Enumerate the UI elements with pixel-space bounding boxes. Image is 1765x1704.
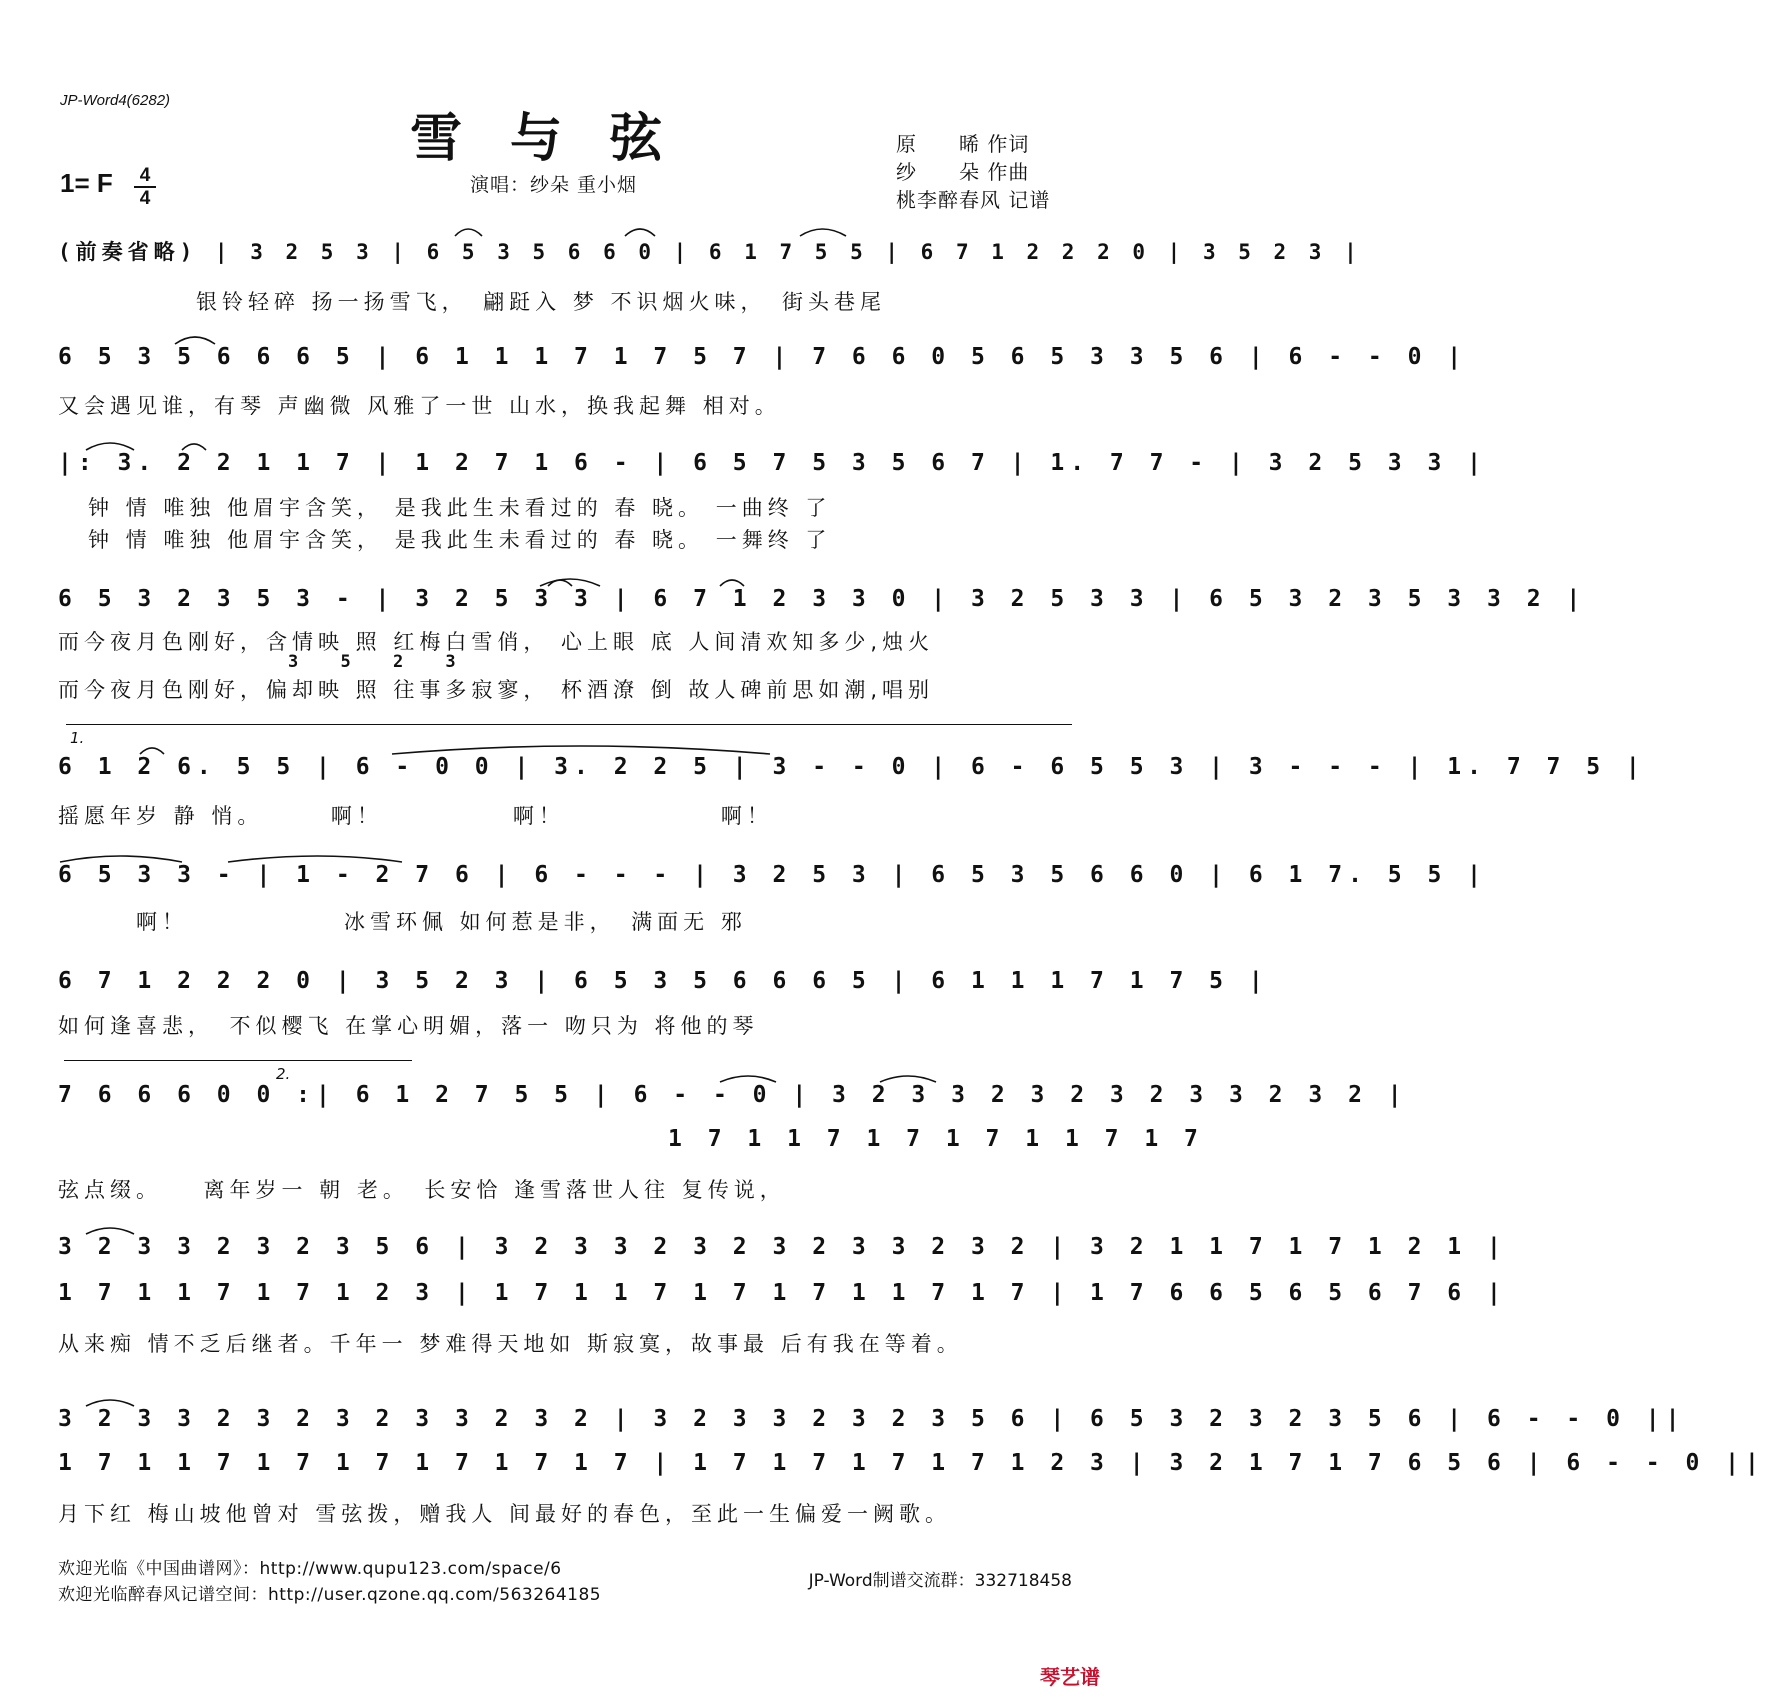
- ending-label: 1.: [70, 729, 85, 747]
- alt-notes: 3 5 2 3: [288, 652, 472, 672]
- meter-bottom: 4: [139, 188, 151, 209]
- harmony-notes: 1 7 1 1 7 1 7 1 2 3 | 1 7 1 1 7 1 7 1 7 1 1 7 1 7 | 1 7 6 6 5 6 5 6 7 6 |: [58, 1280, 1507, 1306]
- footer-link-2: 欢迎光临醉春风记谱空间：http://user.qzone.qq.com/563264185: [58, 1585, 602, 1605]
- first-ending-bracket: [66, 724, 1072, 747]
- key-signature: 1= F: [60, 168, 113, 198]
- software-version: JP-Word4(6282): [60, 92, 171, 109]
- row-lyrics: 银铃轻碎 扬一扬雪飞， 翩跹入 梦 不识烟火味， 街头巷尾: [196, 290, 887, 314]
- row-notes: (前奏省略) | 3 2 5 3 | 6 5 3 5 6 6 0 | 6 1 7 5 5 | 6 7 1 2 2 2 0 | 3 5 2 3 |: [58, 240, 1362, 264]
- ending-label: 2.: [276, 1065, 291, 1083]
- row-notes: |: 3. 2 2 1 1 7 | 1 2 7 1 6 - | 6 5 7 5 3 5 6 7 | 1. 7 7 - | 3 2 5 3 3 |: [58, 450, 1487, 476]
- row-notes: 7 6 6 6 0 0 :| 6 1 2 7 5 5 | 6 - - 0 | 3 2 3 3 2 3 2 3 2 3 3 2 3 2 |: [58, 1082, 1408, 1108]
- row-notes: 6 1 2 6. 5 5 | 6 - 0 0 | 3. 2 2 5 | 3 - - 0 | 6 - 6 5 5 3 | 3 - - - | 1. 7 7 5 |: [58, 754, 1646, 780]
- footer-group: JP-Word制谱交流群：332718458: [808, 1571, 1072, 1591]
- row-lyrics: 月下红 梅山坡他曾对 雪弦拨，赠我人 间最好的春色，至此一生偏爱一阙歌。: [58, 1502, 952, 1526]
- row-lyrics-verse-2: 而今夜月色刚好，偏却映 照 往事多寂寥， 杯酒潦 倒 故人碑前思如潮,唱别: [58, 678, 935, 702]
- harmony-notes: 1 7 1 1 7 1 7 1 7 1 1 7 1 7: [668, 1126, 1204, 1152]
- meter-top: 4: [139, 165, 151, 186]
- row-lyrics: 从来痴 情不乏后继者。千年一 梦难得天地如 斯寂寞，故事最 后有我在等着。: [58, 1332, 963, 1356]
- row-notes: 6 7 1 2 2 2 0 | 3 5 2 3 | 6 5 3 5 6 6 6 5 | 6 1 1 1 7 1 7 5 |: [58, 968, 1269, 994]
- row-notes: 6 5 3 5 6 6 6 5 | 6 1 1 1 7 1 7 5 7 | 7 6 6 0 5 6 5 3 3 5 6 | 6 - - 0 |: [58, 344, 1468, 370]
- first-ending-line: [64, 1060, 272, 1061]
- singer-credit: 演唱：纱朵 重小烟: [470, 174, 638, 196]
- row-lyrics: 摇愿年岁 静 悄。 啊！ 啊！ 啊！: [58, 804, 773, 828]
- row-lyrics: 弦点缀。 离年岁一 朝 老。 长安恰 逢雪落世人往 复传说，: [58, 1178, 786, 1202]
- composer-credit: 纱 朵 作曲: [896, 160, 1030, 184]
- second-ending-bracket: [272, 1060, 412, 1083]
- site-logo: 琴艺谱: [1040, 1667, 1100, 1689]
- row-notes: 3 2 3 3 2 3 2 3 5 6 | 3 2 3 3 2 3 2 3 2 3 3 2 3 2 | 3 2 1 1 7 1 7 1 2 1 |: [58, 1234, 1507, 1260]
- row-notes: 6 5 3 2 3 5 3 - | 3 2 5 3 3 | 6 7 1 2 3 3 0 | 3 2 5 3 3 | 6 5 3 2 3 5 3 3 2 |: [58, 586, 1587, 612]
- song-title: 雪与弦: [409, 108, 710, 169]
- lyricist-credit: 原 晞 作词: [896, 132, 1030, 156]
- transcriber-credit: 桃李醉春风 记谱: [896, 188, 1051, 212]
- footer-link-1: 欢迎光临《中国曲谱网》：http://www.qupu123.com/space/6: [58, 1559, 562, 1579]
- row-notes: 6 5 3 3 - | 1 - 2 7 6 | 6 - - - | 3 2 5 3 | 6 5 3 5 6 6 0 | 6 1 7. 5 5 |: [58, 862, 1487, 888]
- harmony-notes: 1 7 1 1 7 1 7 1 7 1 7 1 7 1 7 | 1 7 1 7 1 7 1 7 1 2 3 | 3 2 1 7 1 7 6 5 6 | 6 - - 0 ||: [58, 1450, 1765, 1476]
- row-lyrics-verse-1: 而今夜月色刚好，含情映 照 红梅白雪俏， 心上眼 底 人间清欢知多少,烛火: [58, 630, 935, 654]
- row-lyrics: 如何逢喜悲， 不似樱飞 在掌心明媚，落一 吻只为 将他的琴: [58, 1014, 759, 1038]
- row-lyrics: 啊！ 冰雪环佩 如何惹是非， 满面无 邪: [58, 910, 747, 934]
- row-notes: 3 2 3 3 2 3 2 3 2 3 3 2 3 2 | 3 2 3 3 2 3 2 3 5 6 | 6 5 3 2 3 2 3 5 6 | 6 - - 0 ||: [58, 1406, 1686, 1432]
- row-lyrics-verse-1: 钟 情 唯独 他眉宇含笑， 是我此生未看过的 春 晓。 一曲终 了: [88, 496, 832, 520]
- row-lyrics-verse-2: 钟 情 唯独 他眉宇含笑， 是我此生未看过的 春 晓。 一舞终 了: [88, 528, 832, 552]
- row-lyrics: 又会遇见谁，有琴 声幽微 风雅了一世 山水，换我起舞 相对。: [58, 394, 781, 418]
- time-signature: [134, 166, 156, 208]
